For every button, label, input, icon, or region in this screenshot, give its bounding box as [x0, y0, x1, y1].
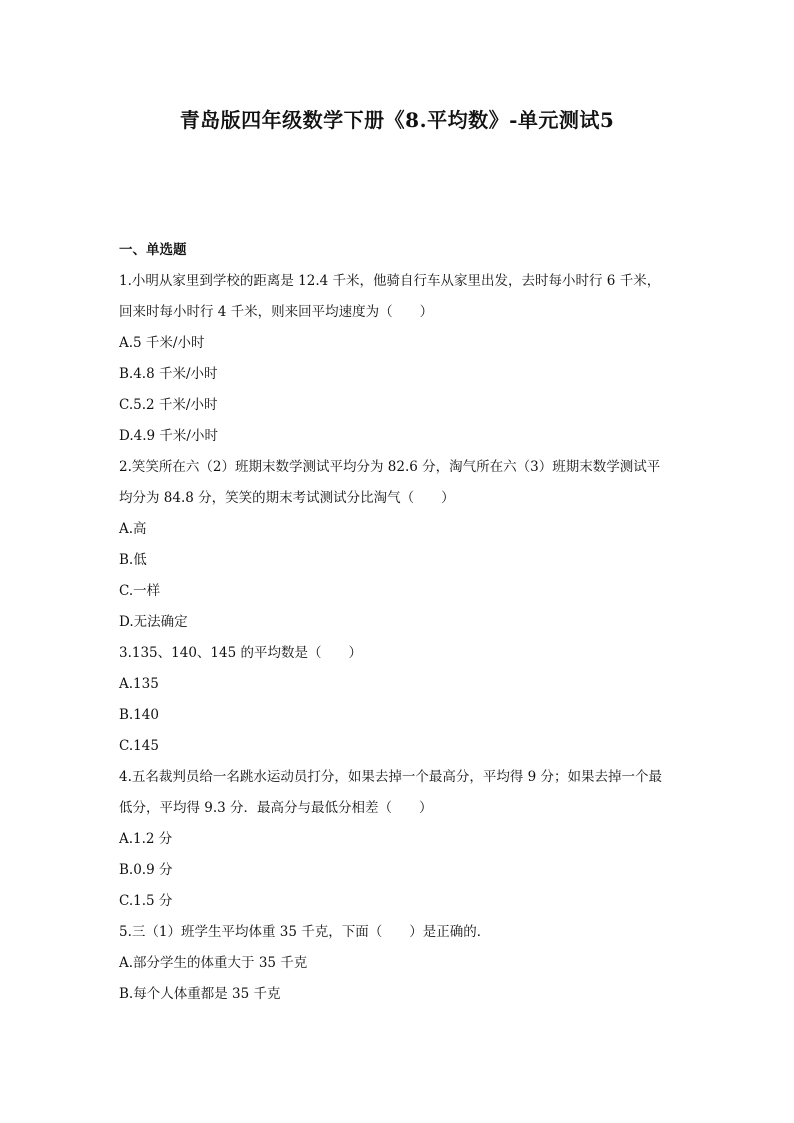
question-1-stem-line-1: 1.小明从家里到学校的距离是 12.4 千米，他骑自行车从家里出发，去时每小时行 6 千米， [119, 273, 661, 289]
question-1-option-a: A.5 千米/小时 [119, 335, 205, 351]
question-3-option-b: B.140 [119, 707, 159, 723]
question-4-option-b: B.0.9 分 [119, 862, 173, 878]
question-2-option-a: A.高 [119, 521, 147, 537]
question-3-option-c: C.145 [119, 738, 159, 754]
question-4-stem-line-2: 低分，平均得 9.3 分．最高分与最低分相差（ ） [119, 800, 433, 816]
question-4-option-c: C.1.5 分 [119, 893, 173, 909]
section-heading: 一、单选题 [119, 242, 187, 258]
question-4-stem-line-1: 4.五名裁判员给一名跳水运动员打分，如果去掉一个最高分，平均得 9 分；如果去掉一个最 [119, 769, 663, 785]
question-1 [119, 266, 689, 452]
question-2-stem-line-1: 2.笑笑所在六（2）班期末数学测试平均分为 82.6 分，淘气所在六（3）班期末数学测试平 [119, 459, 661, 475]
question-5 [119, 917, 689, 1010]
question-2 [119, 452, 689, 638]
question-2-option-c: C.一样 [119, 583, 161, 599]
question-2-option-b: B.低 [119, 552, 147, 568]
question-3-stem-line-1: 3.135、140、145 的平均数是（ ） [119, 645, 362, 661]
question-list [119, 235, 689, 1010]
question-3 [119, 638, 689, 762]
question-5-stem-line-1: 5.三（1）班学生平均体重 35 千克，下面（ ）是正确的． [119, 924, 491, 940]
question-4-option-a: A.1.2 分 [119, 831, 173, 847]
question-4 [119, 762, 689, 917]
question-2-stem-line-2: 均分为 84.8 分，笑笑的期末考试测试分比淘气（ ） [119, 490, 455, 506]
page-title: 青岛版四年级数学下册《8.平均数》-单元测试5 [179, 108, 615, 132]
question-1-option-c: C.5.2 千米/小时 [119, 397, 218, 413]
question-1-stem-line-2: 回来时每小时行 4 千米，则来回平均速度为（ ） [119, 304, 434, 320]
question-1-option-d: D.4.9 千米/小时 [119, 428, 218, 444]
question-3-option-a: A.135 [119, 676, 159, 692]
question-5-option-b: B.每个人体重都是 35 千克 [119, 986, 281, 1002]
question-1-option-b: B.4.8 千米/小时 [119, 366, 218, 382]
question-5-option-a: A.部分学生的体重大于 35 千克 [119, 955, 308, 971]
question-2-option-d: D.无法确定 [119, 614, 188, 630]
